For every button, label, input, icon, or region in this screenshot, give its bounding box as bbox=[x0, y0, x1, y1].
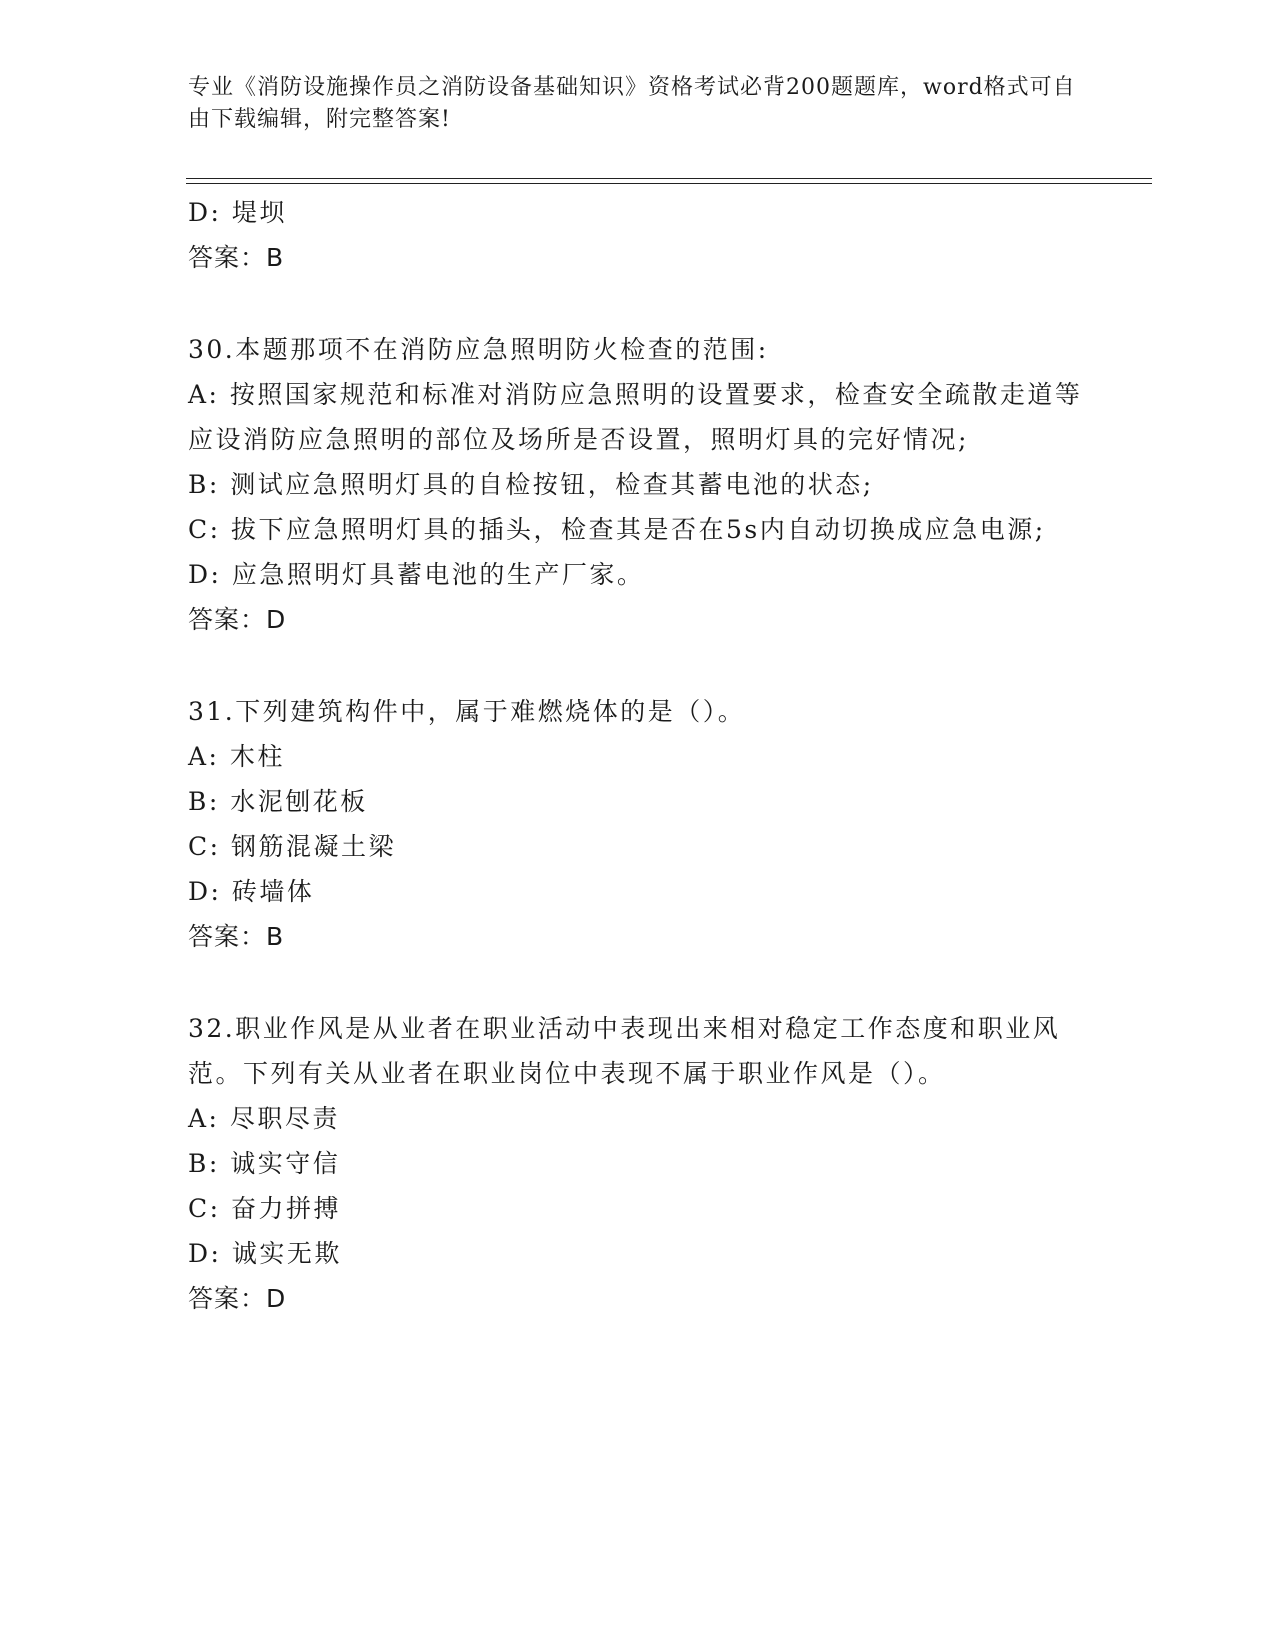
prev-answer: 答案：B bbox=[188, 243, 285, 272]
document-header: 专业《消防设施操作员之消防设备基础知识》资格考试必背200题题库，word格式可自由下载编辑，附完整答案! bbox=[188, 75, 1076, 132]
question-30-answer: 答案：D bbox=[188, 605, 287, 634]
question-32-option-d: D: 诚实无欺 bbox=[188, 1239, 342, 1268]
question-30-option-d: D: 应急照明灯具蓄电池的生产厂家。 bbox=[188, 560, 645, 589]
question-32-option-b: B: 诚实守信 bbox=[188, 1149, 341, 1178]
question-31-option-c: C: 钢筋混凝土梁 bbox=[188, 832, 396, 861]
question-31-option-b: B: 水泥刨花板 bbox=[188, 787, 368, 816]
question-32-stem: 32.职业作风是从业者在职业活动中表现出来相对稳定工作态度和职业风范。下列有关从业者在职业岗位中表现不属于职业作风是（）。 bbox=[188, 1014, 1061, 1088]
question-30-option-c: C: 拔下应急照明灯具的插头，检查其是否在5s内自动切换成应急电源; bbox=[188, 515, 1046, 544]
question-32-option-c: C: 奋力拼搏 bbox=[188, 1194, 341, 1223]
header-divider-bottom bbox=[186, 183, 1152, 184]
header-divider-top bbox=[186, 178, 1152, 179]
question-list bbox=[188, 190, 1088, 1321]
question-30-option-a: A: 按照国家规范和标准对消防应急照明的设置要求，检查安全疏散走道等应设消防应急照明的部位及场所是否设置，照明灯具的完好情况; bbox=[188, 380, 1083, 454]
question-30-option-b: B: 测试应急照明灯具的自检按钮，检查其蓄电池的状态; bbox=[188, 470, 874, 499]
question-31-stem: 31.下列建筑构件中，属于难燃烧体的是（）。 bbox=[188, 697, 746, 726]
question-32-answer: 答案：D bbox=[188, 1284, 287, 1313]
question-31-option-a: A: 木柱 bbox=[188, 742, 285, 771]
prev-option-d: D: 堤坝 bbox=[188, 198, 287, 227]
question-32-option-a: A: 尽职尽责 bbox=[188, 1104, 340, 1133]
question-31-answer: 答案：B bbox=[188, 922, 285, 951]
question-31-option-d: D: 砖墙体 bbox=[188, 877, 315, 906]
question-30-stem: 30.本题那项不在消防应急照明防火检查的范围: bbox=[188, 335, 769, 364]
